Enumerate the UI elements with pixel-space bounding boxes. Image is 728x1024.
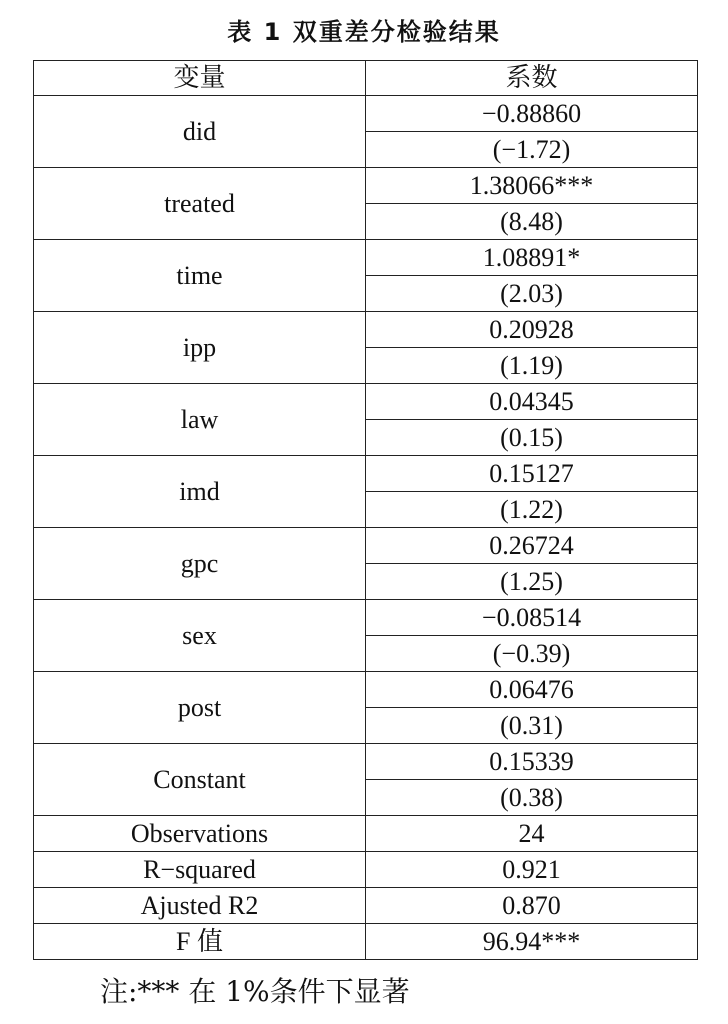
- variable-name: time: [34, 240, 366, 312]
- t-statistic: (8.48): [366, 204, 698, 240]
- coefficient-value: 0.15127: [366, 456, 698, 492]
- t-statistic: (−0.39): [366, 636, 698, 672]
- stat-value: 0.870: [366, 888, 698, 924]
- table-row: [34, 744, 698, 780]
- coefficient-value: 0.04345: [366, 384, 698, 420]
- t-statistic: (2.03): [366, 276, 698, 312]
- table-row: [34, 96, 698, 132]
- table-note: 注:*** 在 1%条件下显著: [100, 975, 410, 1008]
- variable-name: gpc: [34, 528, 366, 600]
- stat-value: 0.921: [366, 852, 698, 888]
- coefficient-value: −0.08514: [366, 600, 698, 636]
- stat-name: Ajusted R2: [34, 888, 366, 924]
- table-row: [34, 528, 698, 564]
- stat-row: [34, 888, 698, 924]
- variable-name: did: [34, 96, 366, 168]
- table-row: [34, 384, 698, 420]
- coefficient-value: 1.38066***: [366, 168, 698, 204]
- stat-value: 24: [366, 816, 698, 852]
- variable-name: sex: [34, 600, 366, 672]
- variable-name: Constant: [34, 744, 366, 816]
- t-statistic: (1.25): [366, 564, 698, 600]
- stat-row: [34, 852, 698, 888]
- t-statistic: (1.19): [366, 348, 698, 384]
- header-variable: 变量: [34, 61, 366, 96]
- coefficient-value: 0.20928: [366, 312, 698, 348]
- table-row: [34, 456, 698, 492]
- t-statistic: (1.22): [366, 492, 698, 528]
- stat-name: R−squared: [34, 852, 366, 888]
- table-row: [34, 672, 698, 708]
- variable-name: treated: [34, 168, 366, 240]
- t-statistic: (−1.72): [366, 132, 698, 168]
- variable-name: post: [34, 672, 366, 744]
- table-title: 表 1 双重差分检验结果: [227, 18, 501, 46]
- variable-name: imd: [34, 456, 366, 528]
- stat-row: [34, 816, 698, 852]
- header-row: [34, 61, 698, 96]
- coefficient-value: 0.26724: [366, 528, 698, 564]
- stat-row: [34, 924, 698, 960]
- variable-name: ipp: [34, 312, 366, 384]
- table-row: [34, 600, 698, 636]
- variable-name: law: [34, 384, 366, 456]
- coefficient-value: 0.06476: [366, 672, 698, 708]
- coefficient-value: −0.88860: [366, 96, 698, 132]
- t-statistic: (0.38): [366, 780, 698, 816]
- t-statistic: (0.15): [366, 420, 698, 456]
- table-row: [34, 312, 698, 348]
- t-statistic: (0.31): [366, 708, 698, 744]
- stat-name: Observations: [34, 816, 366, 852]
- table-row: [34, 240, 698, 276]
- regression-table: [33, 60, 698, 960]
- table-row: [34, 168, 698, 204]
- stat-value: 96.94***: [366, 924, 698, 960]
- coefficient-value: 0.15339: [366, 744, 698, 780]
- coefficient-value: 1.08891*: [366, 240, 698, 276]
- stat-name: F 值: [34, 924, 366, 960]
- header-coefficient: 系数: [366, 61, 698, 96]
